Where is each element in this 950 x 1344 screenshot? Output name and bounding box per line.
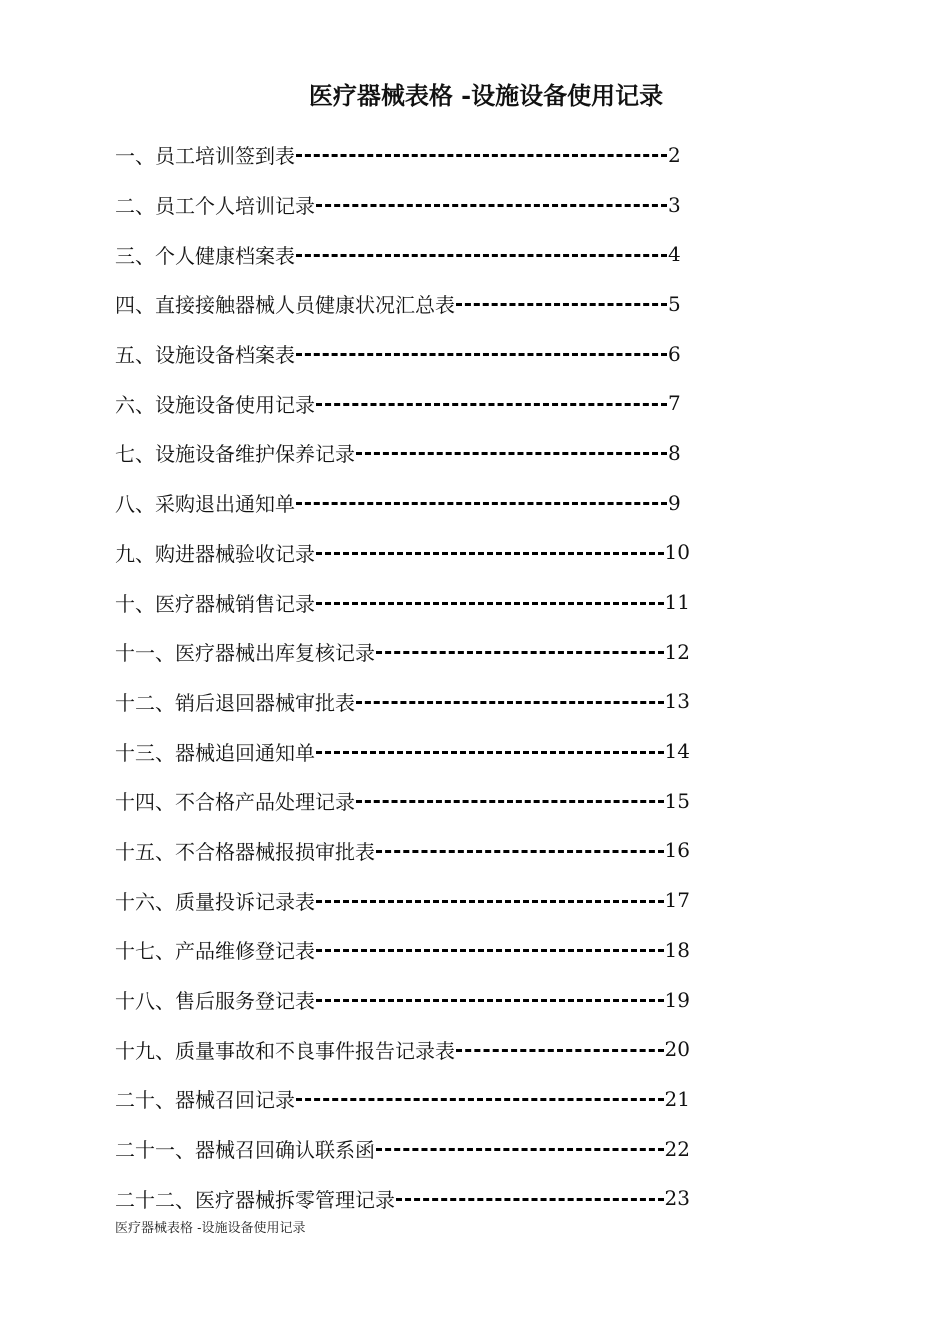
toc-dot-leader <box>376 651 664 654</box>
toc-dot-leader <box>316 602 664 605</box>
toc-entry-page: 14 <box>664 739 690 764</box>
toc-entry-label: 八、采购退出通知单 <box>115 492 295 517</box>
toc-entry-page: 8 <box>668 440 681 465</box>
toc-dot-leader <box>456 303 667 306</box>
toc-entry <box>115 627 690 677</box>
toc-dot-leader <box>296 353 667 356</box>
toc-entry-page: 21 <box>664 1086 690 1111</box>
toc-dot-leader <box>296 254 667 257</box>
toc-dot-leader <box>296 1098 664 1101</box>
toc-dot-leader <box>376 850 664 853</box>
toc-dot-leader <box>376 1148 664 1151</box>
toc-entry <box>115 1024 690 1074</box>
toc-entry <box>115 279 690 329</box>
toc-dot-leader <box>296 502 667 505</box>
page-footer: 医疗器械表格 -设施设备使用记录 <box>115 1221 306 1236</box>
toc-entry <box>115 925 690 975</box>
toc-entry-label: 一、员工培训签到表 <box>115 144 295 169</box>
toc-dot-leader <box>316 751 664 754</box>
toc-entry-label: 十七、产品维修登记表 <box>115 939 315 964</box>
toc-entry-page: 22 <box>664 1136 690 1161</box>
toc-entry <box>115 975 690 1025</box>
table-of-contents <box>115 130 690 1223</box>
toc-entry-page: 17 <box>664 888 690 913</box>
toc-entry-page: 13 <box>664 689 690 714</box>
toc-entry <box>115 776 690 826</box>
document-title: 医疗器械表格 -设施设备使用记录 <box>308 81 664 110</box>
toc-entry-page: 4 <box>668 242 681 267</box>
toc-dot-leader <box>296 154 667 157</box>
toc-dot-leader <box>356 452 667 455</box>
toc-entry-page: 3 <box>668 192 681 217</box>
toc-entry-label: 二、员工个人培训记录 <box>115 194 315 219</box>
toc-entry-label: 十一、医疗器械出库复核记录 <box>115 641 375 666</box>
toc-entry-page: 11 <box>664 590 690 615</box>
toc-entry-label: 十八、售后服务登记表 <box>115 989 315 1014</box>
toc-entry-label: 五、设施设备档案表 <box>115 343 295 368</box>
toc-entry <box>115 478 690 528</box>
toc-entry <box>115 677 690 727</box>
toc-entry-page: 6 <box>668 341 681 366</box>
toc-entry-label: 六、设施设备使用记录 <box>115 392 315 417</box>
toc-entry <box>115 130 690 180</box>
toc-dot-leader <box>316 999 664 1002</box>
toc-entry-label: 四、直接接触器械人员健康状况汇总表 <box>115 293 455 318</box>
toc-entry-page: 7 <box>668 391 681 416</box>
toc-entry-page: 20 <box>664 1037 690 1062</box>
toc-entry-page: 12 <box>664 639 690 664</box>
toc-dot-leader <box>316 204 667 207</box>
toc-dot-leader <box>396 1198 664 1201</box>
toc-entry <box>115 528 690 578</box>
toc-entry-label: 十三、器械追回通知单 <box>115 740 315 765</box>
toc-entry <box>115 378 690 428</box>
toc-entry-label: 十九、质量事故和不良事件报告记录表 <box>115 1038 455 1063</box>
toc-entry-label: 二十二、医疗器械拆零管理记录 <box>115 1187 395 1212</box>
toc-entry <box>115 826 690 876</box>
toc-entry-page: 10 <box>664 540 690 565</box>
toc-entry <box>115 577 690 627</box>
toc-entry-page: 16 <box>664 838 690 863</box>
toc-entry-label: 十五、不合格器械报损审批表 <box>115 839 375 864</box>
toc-entry-page: 18 <box>664 937 690 962</box>
toc-entry <box>115 726 690 776</box>
toc-dot-leader <box>316 403 667 406</box>
toc-entry-page: 23 <box>664 1186 690 1211</box>
toc-dot-leader <box>316 900 664 903</box>
toc-entry-label: 十六、质量投诉记录表 <box>115 889 315 914</box>
toc-dot-leader <box>456 1049 664 1052</box>
toc-entry-page: 9 <box>668 490 681 515</box>
toc-entry-page: 2 <box>668 142 681 167</box>
toc-entry <box>115 229 690 279</box>
toc-entry <box>115 180 690 230</box>
toc-entry-page: 19 <box>664 987 690 1012</box>
toc-entry-label: 三、个人健康档案表 <box>115 243 295 268</box>
toc-entry-label: 七、设施设备维护保养记录 <box>115 442 355 467</box>
toc-entry-label: 二十一、器械召回确认联系函 <box>115 1138 375 1163</box>
toc-entry <box>115 329 690 379</box>
toc-dot-leader <box>316 949 664 952</box>
toc-entry-label: 九、购进器械验收记录 <box>115 541 315 566</box>
toc-entry-label: 十、医疗器械销售记录 <box>115 591 315 616</box>
toc-dot-leader <box>356 800 664 803</box>
toc-entry <box>115 428 690 478</box>
toc-entry <box>115 875 690 925</box>
toc-entry-page: 5 <box>668 291 681 316</box>
toc-dot-leader <box>356 701 664 704</box>
toc-entry <box>115 1173 690 1223</box>
toc-dot-leader <box>316 552 664 555</box>
toc-entry <box>115 1074 690 1124</box>
toc-entry-label: 二十、器械召回记录 <box>115 1088 295 1113</box>
toc-entry-label: 十二、销后退回器械审批表 <box>115 690 355 715</box>
toc-entry <box>115 1124 690 1174</box>
toc-entry-label: 十四、不合格产品处理记录 <box>115 790 355 815</box>
toc-entry-page: 15 <box>664 788 690 813</box>
